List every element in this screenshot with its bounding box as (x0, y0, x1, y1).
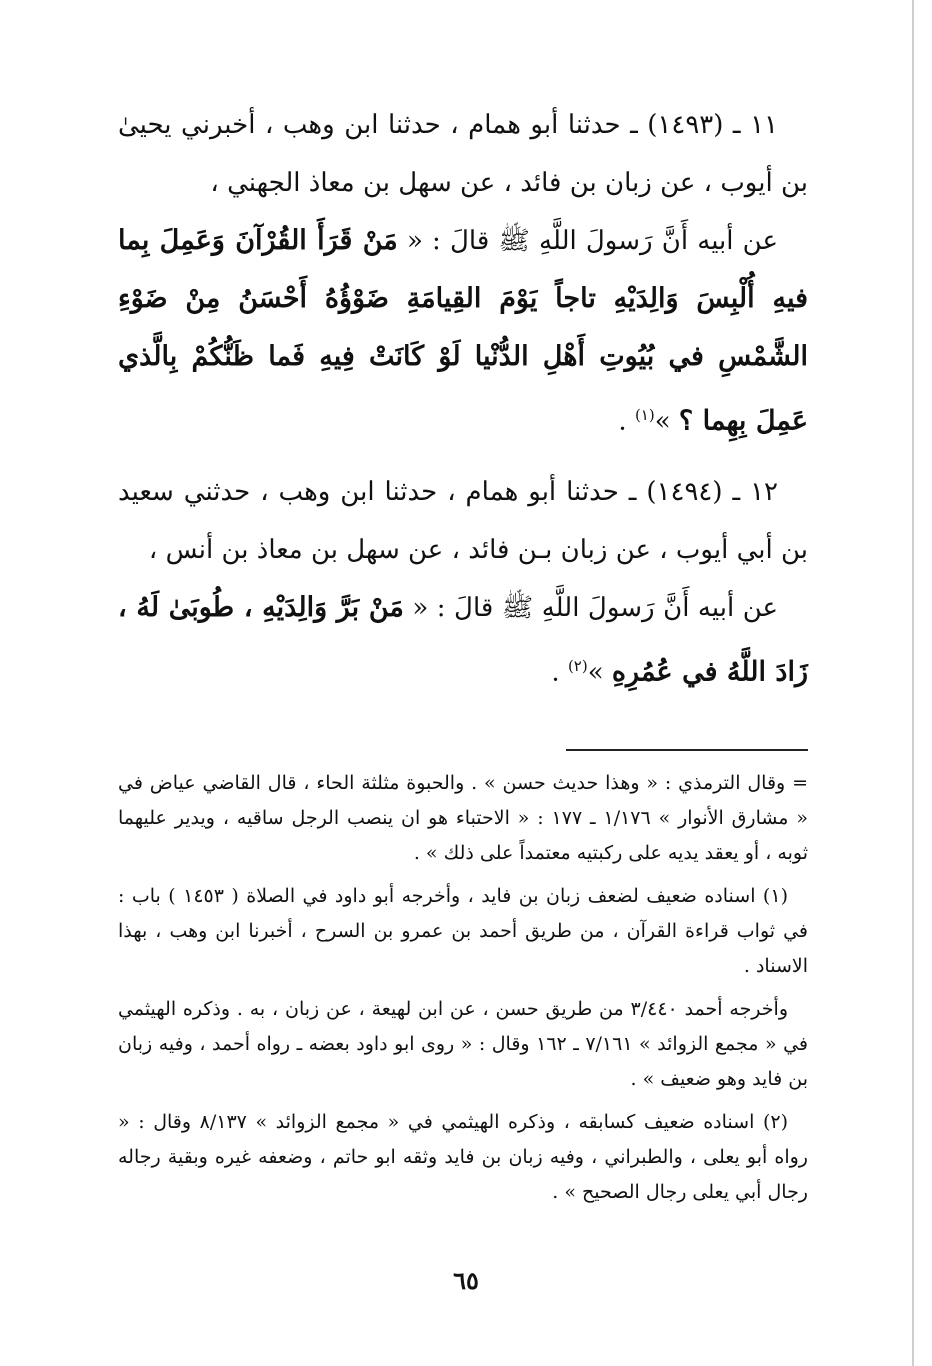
footnote-1: (١) اسناده ضعيف لضعف زبان بن فايد ، وأخرجه أبو داود في الصلاة ( ١٤٥٣ ) باب : في ثواب قراءة القرآن ، من طريق أحمد بن عمرو بن السرح ، أخبرنا ابن وهب ، بهذا الاسناد . (118, 885, 808, 977)
footnote-continuation: = وقال الترمذي : « وهذا حديث حسن » . والحبوة مثلثة الحاء ، قال القاضي عياض في « مشارق الأنوار » ١/١٧٦ ـ ١٧٧ : « الاحتباء هو ان ينصب الرجل ساقيه ، ويدير عليهما ثوبه ، أو يعقد يديه على ركبتيه معتمداً على ذلك » . (118, 772, 808, 864)
footnote-ref-2: (٢) (567, 656, 588, 675)
hadith-12-quote: مَنْ بَرَّ وَالِدَيْهِ ، طُوبَىٰ لَهُ ، زَادَ اللَّهُ في عُمُرِهِ (118, 591, 808, 688)
hadith-12-end: . (551, 657, 568, 688)
hadith-11-text (118, 212, 808, 451)
hadith-11-quote: مَنْ قَرَأَ القُرْآنَ وَعَمِلَ بِما فيهِ أُلْبِسَ وَالِدَيْهِ تاجاً يَوْمَ القِيامَةِ ضَوْؤُهُ أَحْسَنُ مِنْ ضَوْءِ الشَّمْسِ في بُيُوتِ أَهْلِ الدُّنْيا لَوْ كَانَتْ فِيهِ فَما ظَنُّكُمْ بِالَّذي عَمِلَ بِهِما ؟ (118, 225, 808, 437)
hadith-12-chain: ١٢ ـ (١٤٩٤) ـ حدثنا أبو همام ، حدثنا ابن وهب ، حدثني سعيد بن أبي أيوب ، عن زبان بـن فائد ، عن سهل بن معاذ بن أنس ، (118, 476, 808, 565)
footnote-ref-1: (١) (634, 406, 655, 424)
hadith-11-end: . (618, 406, 635, 437)
footnote-separator (566, 749, 808, 751)
hadith-12-text (118, 579, 808, 702)
footnote-1-continued: وأخرجه أحمد ٣/٤٤٠ من طريق حسن ، عن ابن لهيعة ، عن زبان ، به . وذكره الهيثمي في « مجمع الزوائد » ٧/١٦١ ـ ١٦٢ وقال : « روى ابو داود بعضه ـ رواه أحمد ، وفيه زبان بن فايد وهو ضعيف » . (118, 998, 809, 1090)
page-number: ٦٥ (453, 1266, 479, 1295)
hadith-11-chain: ١١ ـ (١٤٩٣) ـ حدثنا أبو همام ، حدثنا ابن وهب ، أخبرني يحيىٰ بن أيوب ، عن زبان بن فائد ، عن سهل بن معاذ الجهني ، (118, 110, 808, 198)
hadith-12-intro: عن أبيه أَنَّ رَسولَ اللَّهِ ﷺ قالَ : « (412, 592, 778, 623)
footnotes (118, 766, 808, 1218)
hadith-12-close: » (587, 657, 604, 688)
hadith-11-intro: عن أبيه أَنَّ رَسولَ اللَّهِ ﷺ قالَ : « (406, 226, 778, 256)
main-text (118, 96, 808, 713)
footnote-2: (٢) اسناده ضعيف كسابقه ، وذكره الهيثمي في « مجمع الزوائد » ٨/١٣٧ وقال : « رواه أبو يعلى ، والطبراني ، وفيه زبان بن فايد وثقه ابو حاتم ، وضعفه غيره وبقية رجاله رجال أبي يعلى رجال الصحيح » . (118, 1111, 808, 1203)
page-edge-line (912, 0, 914, 1366)
hadith-11-close: » (654, 406, 671, 437)
